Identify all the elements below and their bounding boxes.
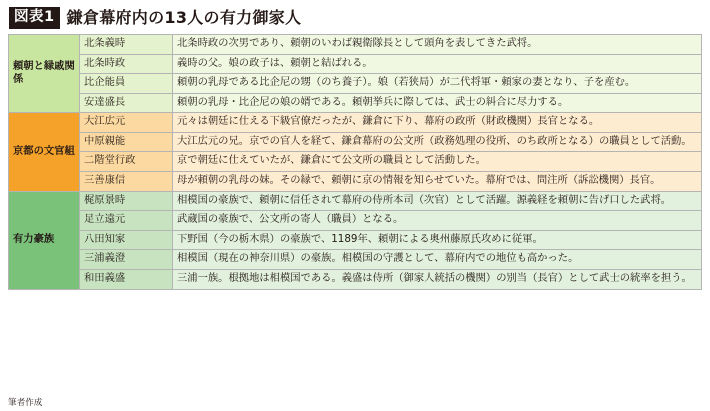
table-row — [9, 211, 702, 231]
person-description: 相模国（現在の神奈川県）の豪族。相模国の守護として、幕府内での地位も高かった。 — [173, 250, 702, 270]
table-row — [9, 269, 702, 289]
table-row — [9, 152, 702, 172]
table-row — [9, 113, 702, 133]
table-row — [9, 132, 702, 152]
person-description: 北条時政の次男であり、頼朝のいわば親衛隊長として頭角を表してきた武将。 — [173, 35, 702, 55]
group-label-powerful-clans: 有力豪族 — [9, 191, 80, 289]
group-label-kinship: 頼朝と縁戚関係 — [9, 35, 80, 113]
table-row — [9, 172, 702, 192]
person-name: 北条時政 — [80, 54, 173, 74]
person-name: 足立遠元 — [80, 211, 173, 231]
figure-title — [9, 7, 702, 29]
person-description: 三浦一族。根拠地は相模国である。義盛は侍所（御家人統括の機関）の別当（長官）として武士の統率を担う。 — [173, 269, 702, 289]
table-row — [9, 93, 702, 113]
person-name: 梶原景時 — [80, 191, 173, 211]
person-description: 元々は朝廷に仕える下級官僚だったが、鎌倉に下り、幕府の政所（財政機関）長官となる。 — [173, 113, 702, 133]
person-description: 相模国の豪族で、頼朝に信任されて幕府の侍所本司（次官）として活躍。源義経を頼朝に告げ口した武将。 — [173, 191, 702, 211]
person-description: 武蔵国の豪族で、公文所の寄人（職員）となる。 — [173, 211, 702, 231]
table-row — [9, 230, 702, 250]
person-name: 二階堂行政 — [80, 152, 173, 172]
person-name: 安達盛長 — [80, 93, 173, 113]
retainers-table — [8, 34, 702, 290]
group-label-kyoto-officials: 京都の文官組 — [9, 113, 80, 191]
person-name: 三善康信 — [80, 172, 173, 192]
person-name: 八田知家 — [80, 230, 173, 250]
person-name: 大江広元 — [80, 113, 173, 133]
person-description: 京で朝廷に仕えていたが、鎌倉にて公文所の職員として活動した。 — [173, 152, 702, 172]
table-row — [9, 250, 702, 270]
person-name: 中原親能 — [80, 132, 173, 152]
table-row — [9, 54, 702, 74]
person-name: 北条義時 — [80, 35, 173, 55]
person-description: 義時の父。娘の政子は、頼朝と結ばれる。 — [173, 54, 702, 74]
table-row — [9, 74, 702, 94]
person-description: 大江広元の兄。京での官人を経て、鎌倉幕府の公文所（政務処理の役所、のち政所となる）の職員として活動。 — [173, 132, 702, 152]
person-name: 三浦義澄 — [80, 250, 173, 270]
page-title: 鎌倉幕府内の13人の有力御家人 — [66, 8, 302, 27]
table-row — [9, 35, 702, 55]
person-description: 頼朝の乳母である比企尼の甥（のち養子）。娘（若狭局）が二代将軍・頼家の妻となり、子を産む。 — [173, 74, 702, 94]
person-name: 和田義盛 — [80, 269, 173, 289]
table-row — [9, 191, 702, 211]
person-description: 頼朝の乳母・比企尼の娘の婿である。頼朝挙兵に際しては、武士の糾合に尽力する。 — [173, 93, 702, 113]
source-credit: 筆者作成 — [8, 398, 43, 409]
person-description: 下野国（今の栃木県）の豪族で、1189年、頼朝による奥州藤原氏攻めに従軍。 — [173, 230, 702, 250]
figure-number-badge: 図表1 — [9, 7, 60, 29]
person-name: 比企能員 — [80, 74, 173, 94]
person-description: 母が頼朝の乳母の妹。その縁で、頼朝に京の情報を知らせていた。幕府では、問注所（訴訟機関）長官。 — [173, 172, 702, 192]
